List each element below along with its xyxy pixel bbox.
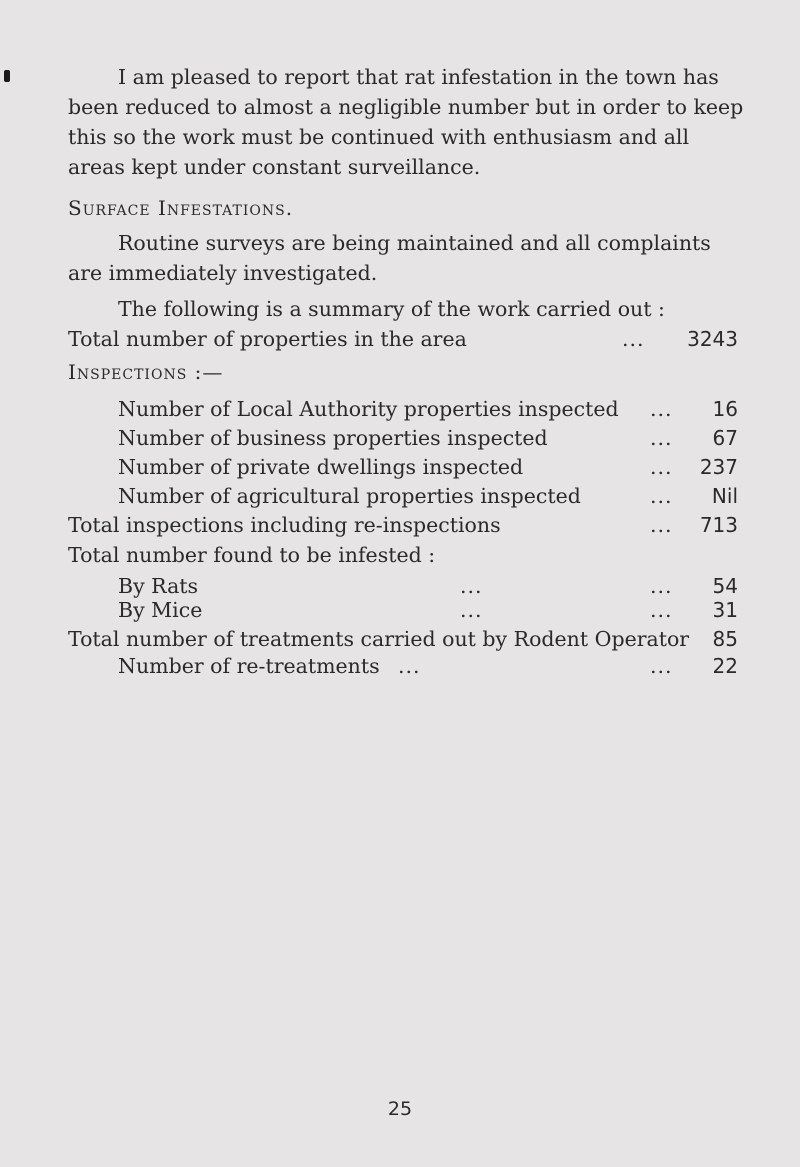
inspection-label: Number of business properties inspected — [118, 426, 548, 450]
leader-dots: ... — [460, 574, 483, 598]
infested-value: 31 — [712, 598, 738, 622]
total-properties-value: 3243 — [687, 327, 738, 351]
total-inspections-value: 713 — [699, 513, 738, 537]
binding-mark — [4, 70, 10, 82]
inspection-row — [0, 482, 800, 510]
summary-intro: The following is a summary of the work carried out : — [118, 297, 665, 321]
infested-label: By Mice — [118, 598, 203, 622]
leader-dots: ... — [650, 654, 673, 678]
inspection-value: 16 — [712, 397, 738, 421]
inspection-value: 237 — [699, 455, 738, 479]
leader-dots: ... — [650, 397, 673, 421]
leader-dots: ... — [650, 574, 673, 598]
inspection-label: Number of Local Authority properties inspected — [118, 397, 619, 421]
routine-paragraph: Routine surveys are being maintained and all complaints are immediately investigated. — [68, 231, 711, 285]
leader-dots: ... — [650, 513, 673, 537]
total-properties-row — [0, 325, 800, 353]
treatments-label: Total number of treatments carried out by Rodent Operator — [68, 627, 690, 651]
surface-infestations-heading: Surface Infestations. — [68, 196, 294, 220]
infested-value: 54 — [712, 574, 738, 598]
infested-row — [0, 596, 800, 624]
leader-dots: ... — [398, 654, 421, 678]
total-inspections-label: Total inspections including re-inspections — [68, 513, 501, 537]
inspection-value: Nil — [711, 484, 738, 508]
page-number: 25 — [387, 1098, 413, 1120]
leader-dots: ... — [460, 598, 483, 622]
leader-dots: ... — [650, 426, 673, 450]
inspection-row — [0, 424, 800, 452]
inspection-label: Number of agricultural properties inspected — [118, 484, 581, 508]
intro-paragraph: I am pleased to report that rat infestation in the town has been reduced to almost a negligible number but in order to keep this so the work must be continued with enthusiasm and all areas kept under constant surveillance. — [68, 65, 744, 179]
retreatments-value: 22 — [712, 654, 738, 678]
treatments-row — [0, 625, 800, 653]
leader-dots: ... — [650, 484, 673, 508]
infested-label: By Rats — [118, 574, 199, 598]
leader-dots: ... — [622, 327, 645, 351]
retreatments-row — [0, 652, 800, 680]
inspection-label: Number of private dwellings inspected — [118, 455, 524, 479]
inspections-heading: Inspections :— — [68, 360, 224, 384]
inspection-row — [0, 395, 800, 423]
inspection-row — [0, 453, 800, 481]
retreatments-label: Number of re-treatments — [118, 654, 380, 678]
total-properties-label: Total number of properties in the area — [68, 327, 467, 351]
infested-heading: Total number found to be infested : — [68, 543, 436, 567]
leader-dots: ... — [650, 455, 673, 479]
leader-dots: ... — [650, 598, 673, 622]
treatments-value: 85 — [712, 627, 738, 651]
inspection-value: 67 — [712, 426, 738, 450]
total-inspections-row — [0, 511, 800, 539]
